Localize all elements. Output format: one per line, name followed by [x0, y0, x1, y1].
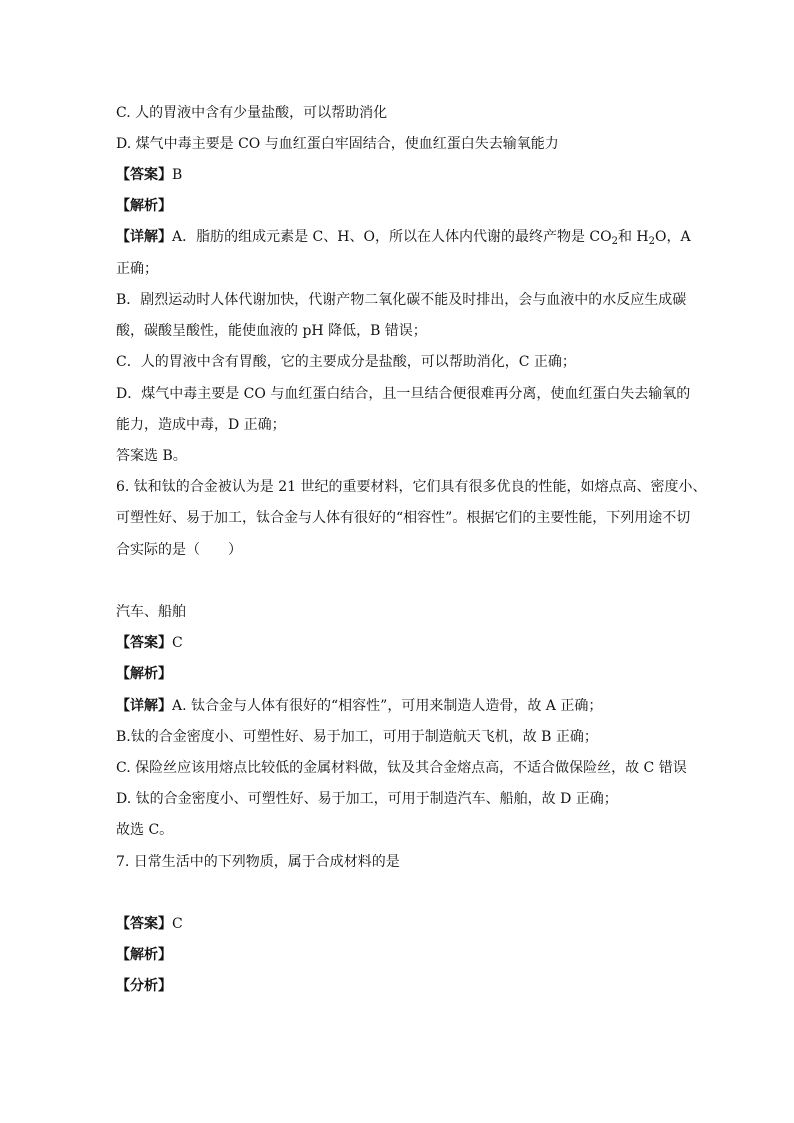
answer-value: B	[172, 167, 183, 183]
detail-a-text-2: 和 H	[617, 229, 649, 245]
answer-value: C	[172, 635, 183, 651]
subscript: 2	[648, 236, 656, 247]
q6-stem-line3: 合实际的是（ ）	[116, 542, 242, 558]
q7-answer	[116, 915, 682, 933]
q5-option-c: C. 人的胃液中含有少量盐酸，可以帮助消化	[116, 105, 388, 121]
q5-detail-b-line2: 酸，碳酸呈酸性，能使血液的 pH 降低，B 错误；	[116, 323, 427, 339]
q5-conclusion: 答案选 B。	[116, 448, 187, 464]
q6-detail-b: B.钛的合金密度小、可塑性好、易于加工，可用于制造航天飞机，故 B 正确；	[116, 729, 598, 745]
q6-option-d-cont: 汽车、船舶	[116, 604, 186, 620]
q6-analysis-tag: 【解析】	[116, 666, 172, 682]
q5-detail-d-line1: D．煤气中毒主要是 CO 与血红蛋白结合，且一旦结合便很难再分离，使血红蛋白失去输氧的	[116, 386, 691, 402]
q5-detail-b-line1: B．剧烈运动时人体代谢加快，代谢产物二氧化碳不能及时排出，会与血液中的水反应生成碳	[116, 292, 687, 308]
q6-detail-d: D. 钛的合金密度小、可塑性好、易于加工，可用于制造汽车、船舶，故 D 正确；	[116, 791, 618, 807]
detail-tag: 【详解】	[116, 698, 172, 714]
q5-detail-a-line2: 正确；	[116, 261, 158, 277]
answer-value: C	[172, 916, 183, 932]
q5-analysis-tag: 【解析】	[116, 198, 172, 214]
detail-tag: 【详解】	[116, 229, 172, 245]
answer-tag: 【答案】	[116, 916, 172, 932]
q6-stem-line1: 6. 钛和钛的合金被认为是 21 世纪的重要材料，它们具有很多优良的性能，如熔点高、密度小、	[116, 479, 707, 495]
detail-a-text: A. 钛合金与人体有很好的“相容性”，可用来制造人造骨，故 A 正确；	[172, 698, 603, 714]
answer-tag: 【答案】	[116, 635, 172, 651]
q5-detail-c: C．人的胃液中含有胃酸，它的主要成分是盐酸，可以帮助消化，C 正确；	[116, 354, 576, 370]
subscript: 2	[611, 236, 618, 247]
detail-a-text-3: O，A	[655, 229, 691, 245]
q7-analysis-sub-tag: 【分析】	[116, 978, 172, 994]
answer-tag: 【答案】	[116, 167, 172, 183]
q6-detail-c: C. 保险丝应该用熔点比较低的金属材料做，钛及其合金熔点高，不适合做保险丝，故 C 错误	[116, 760, 687, 776]
q7-analysis-tag: 【解析】	[116, 947, 172, 963]
q5-option-d: D. 煤气中毒主要是 CO 与血红蛋白牢固结合，使血红蛋白失去输氧能力	[116, 136, 559, 152]
q5-detail-a	[116, 228, 691, 247]
q5-detail-d-line2: 能力，造成中毒，D 正确；	[116, 417, 286, 433]
q6-answer	[116, 634, 682, 652]
q5-answer	[116, 166, 682, 184]
q6-detail-a	[116, 697, 682, 715]
q7-stem: 7. 日常生活中的下列物质，属于合成材料的是	[116, 854, 400, 870]
detail-a-text-1: A．脂肪的组成元素是 C、H、O，所以在人体内代谢的最终产物是 CO	[172, 229, 612, 245]
q6-conclusion: 故选 C。	[116, 822, 174, 838]
q6-stem-line2: 可塑性好、易于加工，钛合金与人体有很好的“相容性”。根据它们的主要性能，下列用途不切	[116, 510, 691, 526]
